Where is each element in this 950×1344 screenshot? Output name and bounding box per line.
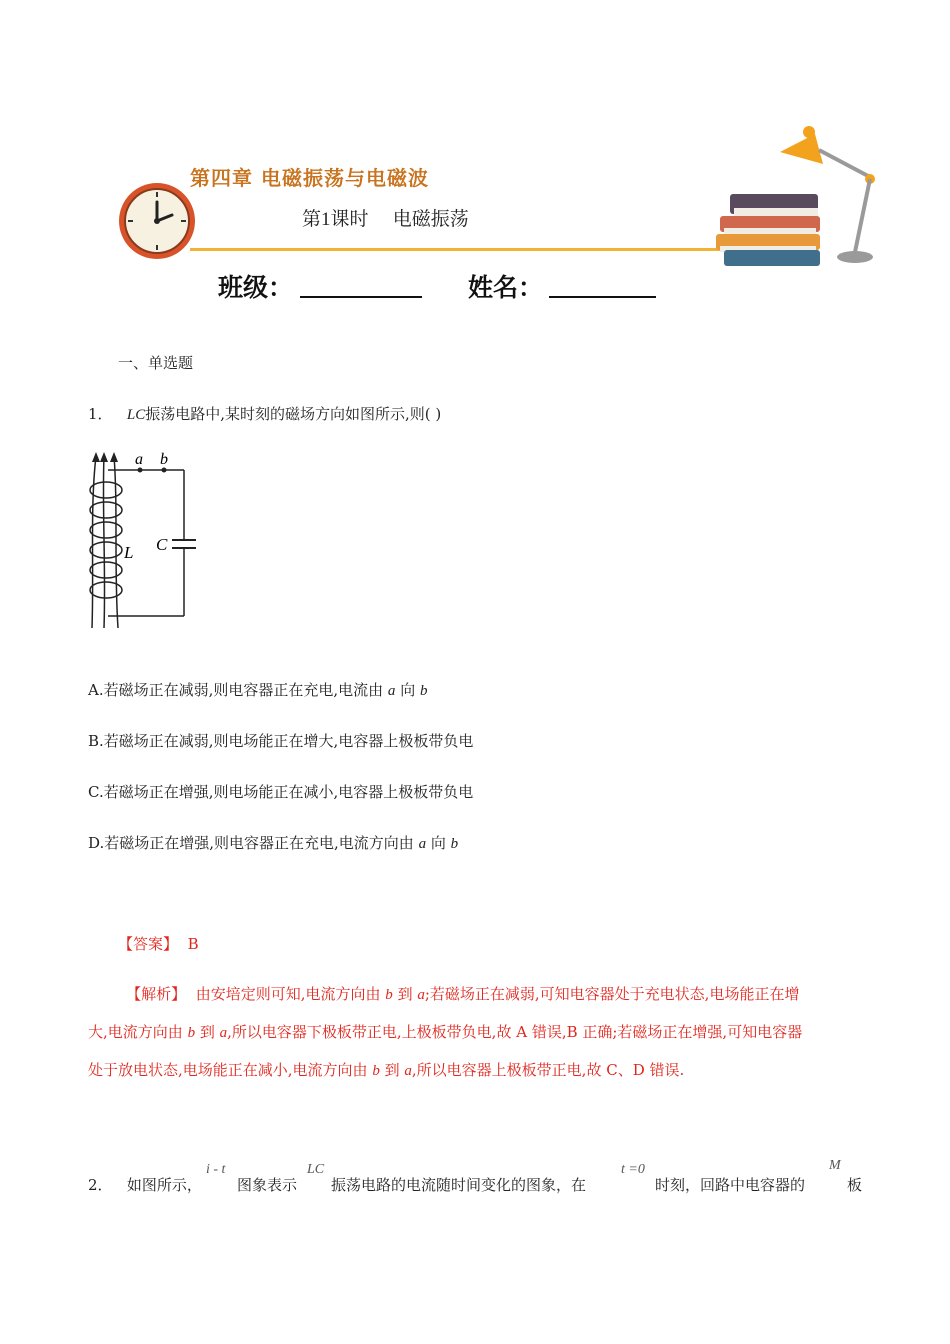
name-label: 姓名：	[468, 273, 544, 302]
formula-t0: t =0	[621, 1162, 645, 1177]
option-d[interactable]: D.若磁场正在增强,则电容器正在充电,电流方向由 a 向 b	[88, 834, 459, 852]
class-field[interactable]	[300, 296, 422, 298]
q2-text-2: 图象表示	[237, 1176, 298, 1194]
analysis-line-2: 大,电流方向由 b 到 a,所以电容器下极板带正电,上极板带负电,故 A 错误,B 正确;若磁场正在增强,可知电容器	[88, 1023, 803, 1041]
name-field[interactable]	[549, 296, 656, 298]
class-label: 班级：	[218, 273, 294, 302]
q2-text-3: 振荡电路的电流随时间变化的图象，在	[331, 1176, 587, 1194]
analysis-line-1: 【解析】 由安培定则可知,电流方向由 b 到 a;若磁场正在减弱,可知电容器处于充电状态,电场能正在增	[126, 985, 800, 1003]
formula-LC: LC	[307, 1162, 325, 1177]
section-title: 一、单选题	[118, 354, 194, 372]
label-b: b	[160, 451, 168, 468]
analysis-line-3: 处于放电状态,电场能正在减小,电流方向由 b 到 a,所以电容器上极板带正电,故 C、D 错误.	[88, 1061, 685, 1079]
label-a: a	[135, 451, 143, 468]
question-2-stem: 2． 如图所示，	[88, 1176, 202, 1194]
option-c[interactable]: C.若磁场正在增强,则电场能正在减小,电容器上极板带负电	[88, 783, 474, 801]
q2-text-4: 时刻，回路中电容器的	[655, 1176, 806, 1194]
label-L: L	[124, 543, 134, 562]
option-a[interactable]: A.若磁场正在减弱,则电容器正在充电,电流由 a 向 b	[88, 681, 428, 699]
option-b[interactable]: B.若磁场正在减弱,则电场能正在增大,电容器上极板带负电	[88, 732, 474, 750]
label-C: C	[156, 535, 168, 554]
formula-M: M	[829, 1158, 841, 1173]
header-rule	[190, 248, 750, 251]
formula-i-t: i - t	[206, 1162, 226, 1177]
books-stack-icon	[712, 190, 832, 270]
analysis	[88, 976, 868, 1090]
lc-circuit-figure	[84, 448, 204, 633]
answer: 【答案】 B	[118, 935, 199, 953]
answer-value: B	[187, 935, 199, 953]
chapter-title: 第四章 电磁振荡与电磁波	[190, 166, 429, 190]
question-number: 1．	[88, 405, 113, 423]
clock-icon	[116, 180, 198, 262]
q2-text-5: 板	[847, 1176, 863, 1194]
question-1-stem: 1． LC振荡电路中,某时刻的磁场方向如图所示,则( )	[88, 405, 442, 423]
lesson-title: 第1课时 电磁振荡	[302, 208, 469, 230]
